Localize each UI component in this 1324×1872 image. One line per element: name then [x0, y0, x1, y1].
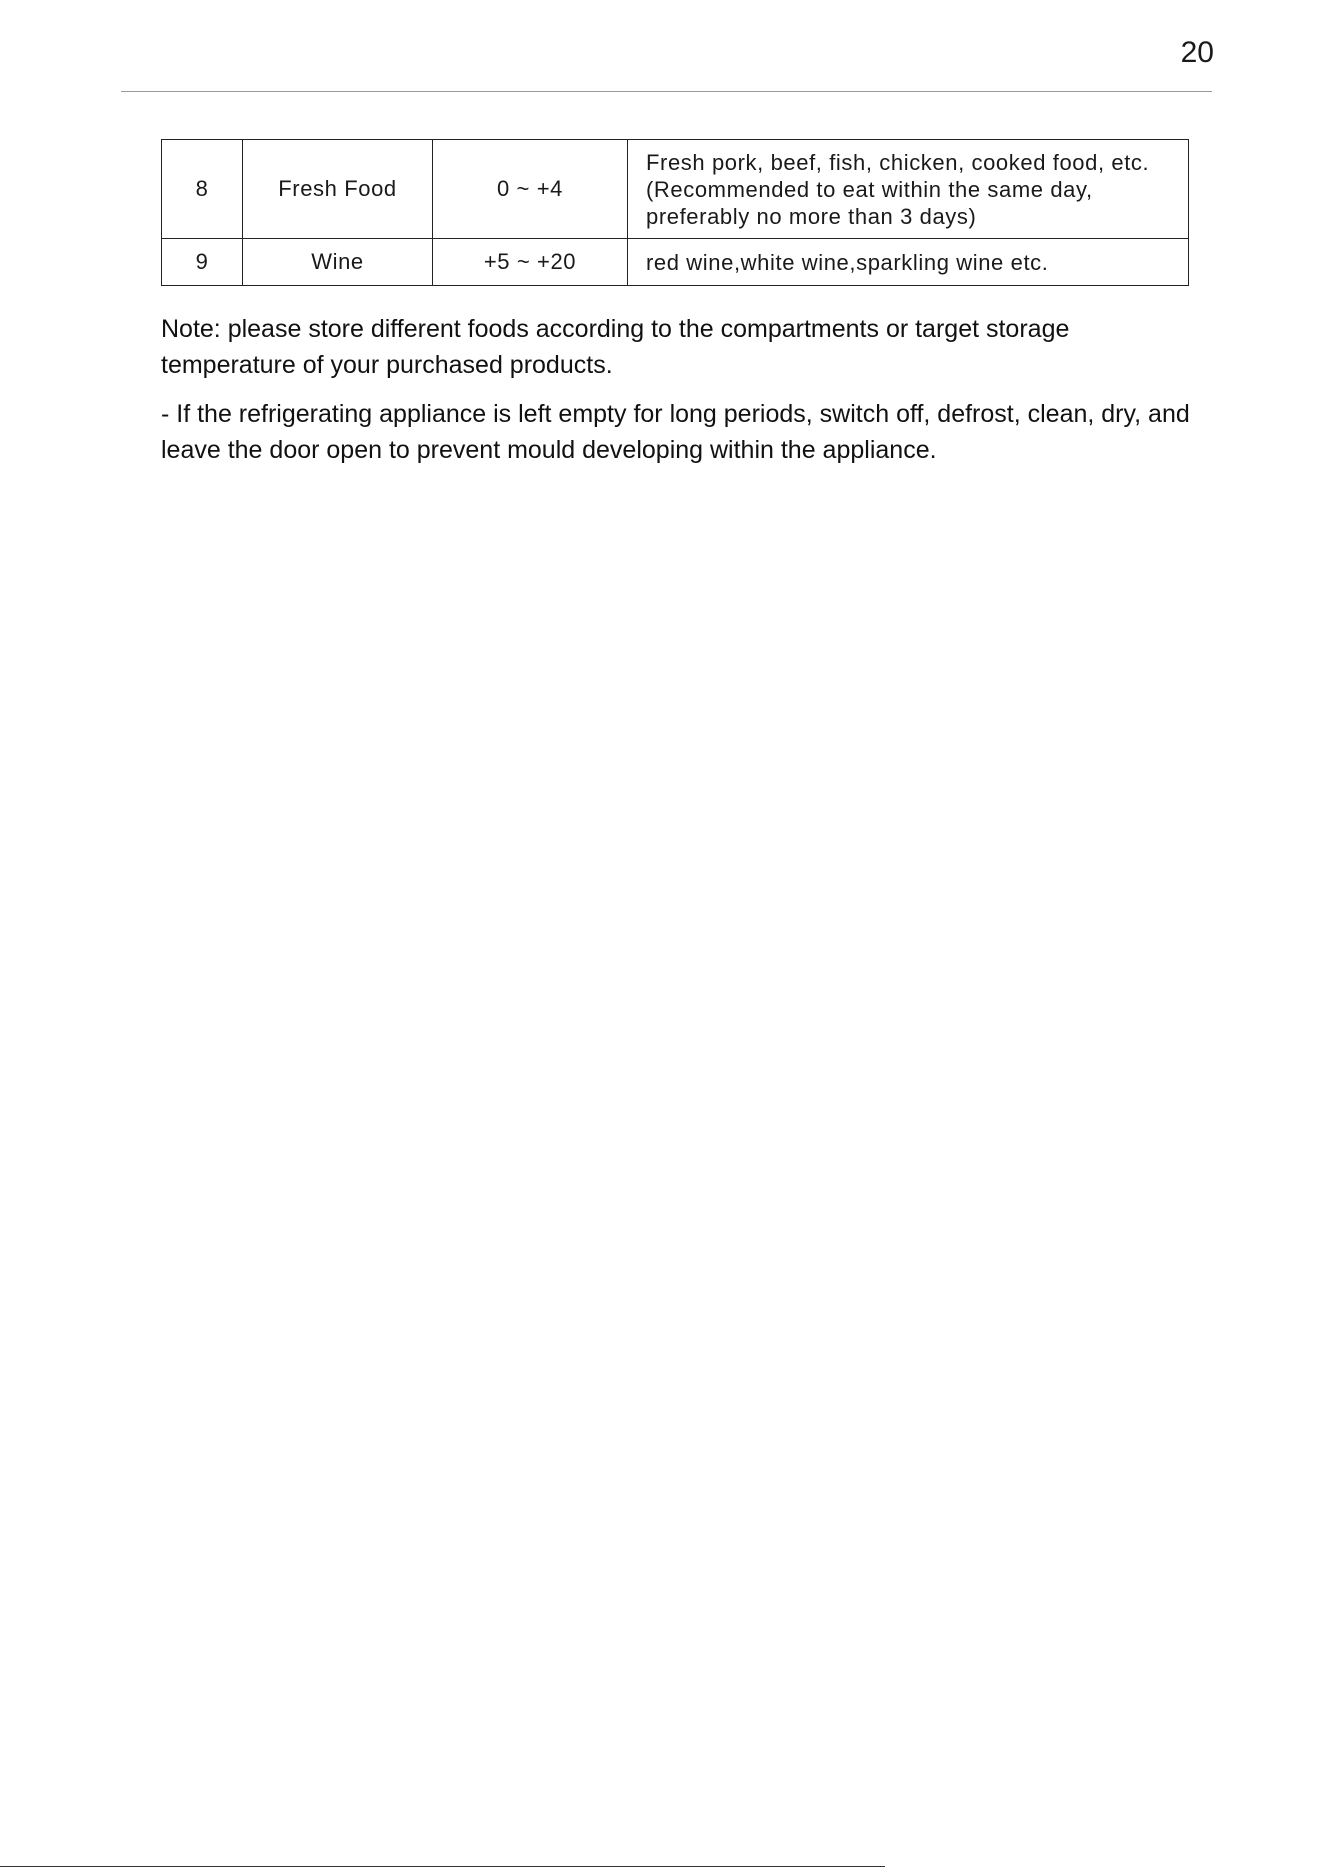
food-description-cell: [628, 140, 1189, 239]
table-row: [162, 140, 1189, 239]
temperature-cell: 0 ~ +4: [433, 140, 628, 239]
page-number: 20: [1180, 36, 1214, 69]
compartment-cell: Fresh Food: [243, 140, 433, 239]
row-number-cell: 9: [162, 239, 243, 286]
food-description-line: red wine,white wine,sparkling wine etc.: [646, 249, 1049, 275]
footer-rule: [0, 1866, 885, 1867]
food-description-line: Fresh pork, beef, fish, chicken, cooked food, etc.: [646, 149, 1150, 175]
food-description-line: preferably no more than 3 days): [646, 203, 977, 229]
compartment-cell: Wine: [243, 239, 433, 286]
row-number-cell: 8: [162, 140, 243, 239]
food-description-cell: [628, 239, 1189, 286]
storage-note: Note: please store different foods according to the compartments or target storage temperature of your purchased products.: [161, 315, 1070, 379]
food-description-line: (Recommended to eat within the same day,: [646, 176, 1093, 202]
storage-table: [161, 139, 1189, 286]
header-rule: [121, 91, 1212, 92]
temperature-cell: +5 ~ +20: [433, 239, 628, 286]
table-row: [162, 239, 1189, 286]
empty-appliance-note: - If the refrigerating appliance is left empty for long periods, switch off, defrost, clean, dry, and leave the door open to prevent mould developing within the appliance.: [161, 400, 1190, 464]
